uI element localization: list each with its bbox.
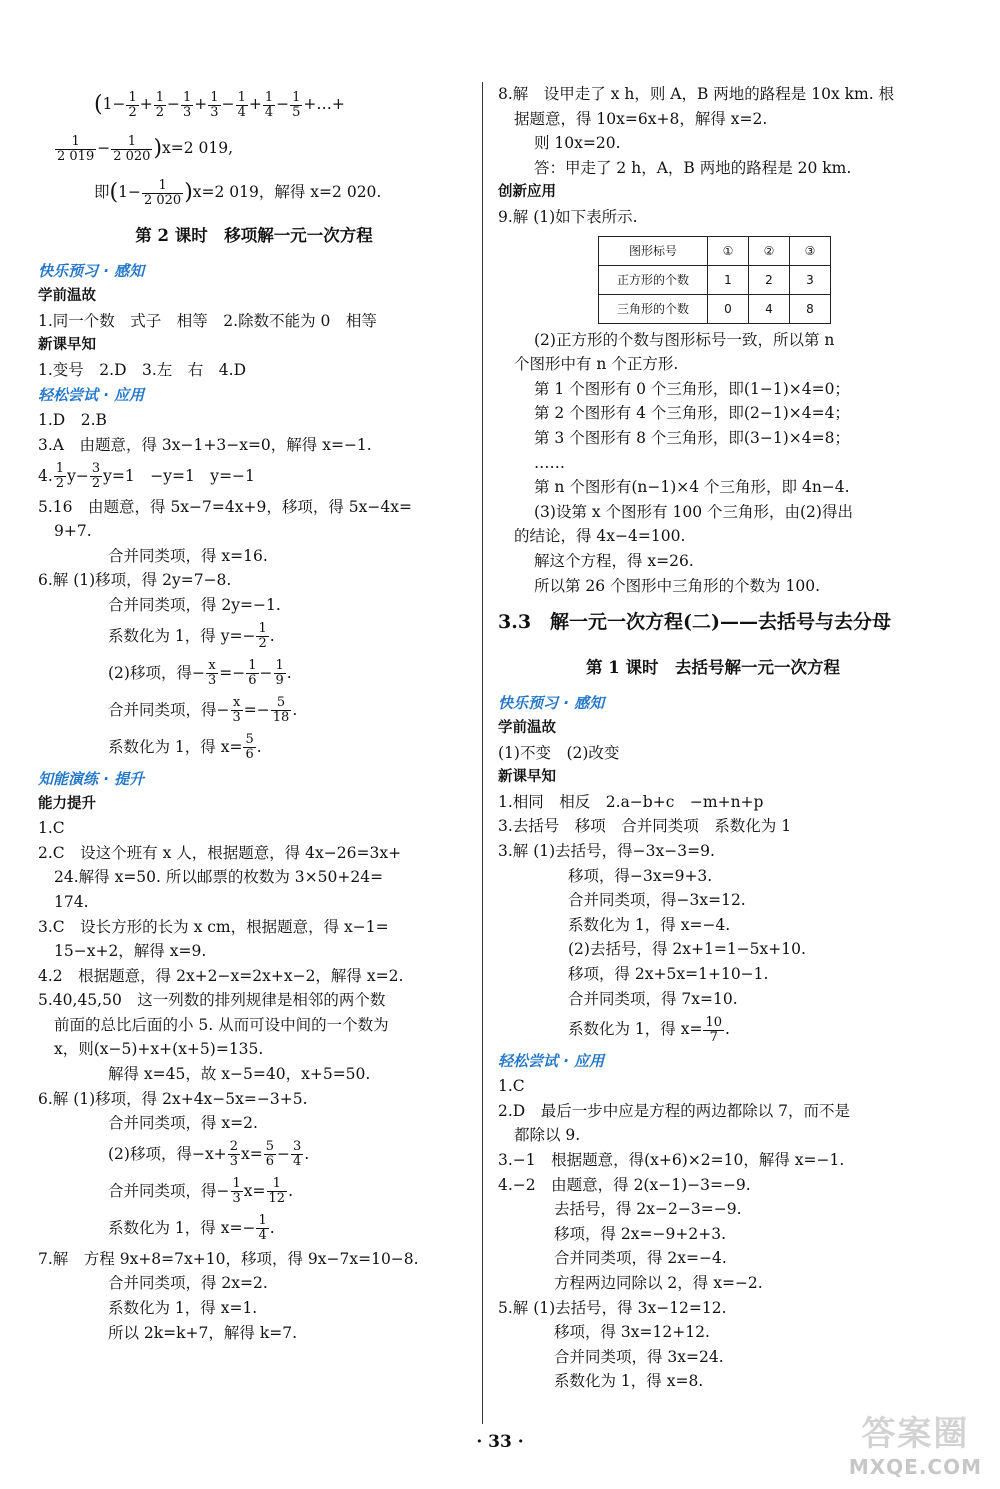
continued-equation-line-3: 即(1− $\frac{1}{2 020}$ )x=2 019，解得 x=2 020. (94, 177, 382, 208)
answer-line: 据题意，得 10x=6x+8，解得 x=2. (514, 109, 768, 128)
answer-line: 合并同类项，得 x=2. (108, 1114, 258, 1133)
answer-line: 3.A 由题意，得 3x−1+3−x=0，解得 x=−1. (38, 435, 372, 454)
table-cell: ③ (790, 236, 831, 265)
table-cell: 正方形的个数 (599, 265, 708, 294)
watermark-logo-text: 答案圈 (861, 1414, 970, 1454)
answer-line: 15−x+2，解得 x=9. (54, 942, 207, 961)
answer-line: 1.同一个数 式子 相等 2.除数不能为 0 相等 (38, 311, 377, 330)
answer-line: 1.D 2.B (38, 411, 107, 430)
answer-line: 5.40,45,50 这一列数的排列规律是相邻的两个数 (38, 991, 386, 1010)
answer-line: (2)正方形的个数与图形标号一致，所以第 n (534, 330, 835, 349)
section-heading: 快乐预习 · 感知 (38, 262, 145, 280)
table-cell: ② (749, 236, 790, 265)
table-cell: 三角形的个数 (599, 294, 708, 323)
answer-line: 1.变号 2.D 3.左 右 4.D (38, 360, 247, 379)
answer-line: 24.解得 x=50. 所以邮票的枚数为 3×50+24= (54, 868, 384, 887)
answer-line: 3.去括号 移项 合并同类项 系数化为 1 (498, 817, 792, 836)
answer-line: 合并同类项，得 2x=2. (108, 1274, 268, 1293)
subsection-heading: 能力提升 (38, 795, 96, 812)
subsection-heading: 新课早知 (498, 769, 556, 786)
section-heading: 快乐预习 · 感知 (498, 694, 605, 713)
answer-line: 第 2 个图形有 4 个三角形，即(2−1)×4=4； (534, 404, 850, 423)
table-row (599, 294, 831, 323)
column-divider (482, 82, 483, 1424)
answer-line: 9+7. (54, 522, 92, 541)
subsection-heading: 创新应用 (498, 184, 556, 201)
answer-line: 1.相同 相反 2.a−b+c −m+n+p (498, 792, 764, 811)
right-column (498, 82, 928, 1394)
answer-line: 系数化为 1，得 x= $\frac{10}{7}$ . (568, 1014, 730, 1045)
answer-line: 3.C 设长方形的长为 x cm，根据题意，得 x−1= (38, 917, 389, 936)
answer-line: 1.C (498, 1077, 525, 1096)
lesson-title: 第 2 课时 移项解一元一次方程 (135, 226, 373, 245)
answer-line: 移项，得 3x=12+12. (554, 1323, 710, 1342)
answer-line: 第 1 个图形有 0 个三角形，即(1−1)×4=0； (534, 379, 850, 398)
answer-line: 9.解 (1)如下表所示. (498, 207, 638, 226)
section-heading: 轻松尝试 · 应用 (38, 386, 145, 405)
answer-line: 6.解 (1)移项，得 2y=7−8. (38, 571, 232, 590)
subsection-heading: 学前温故 (498, 720, 556, 737)
continued-equation-line-2: $\frac{1}{2 019}$ − $\frac{1}{2 020}$ )x=2 019, (57, 133, 234, 164)
watermark-logo (849, 1406, 982, 1479)
answer-line: (1)不变 (2)改变 (498, 743, 620, 762)
answer-line: 系数化为 1，得 x= $\frac{5}{6}$ . (108, 732, 262, 763)
answer-line: 解这个方程，得 x=26. (534, 551, 694, 570)
answer-line: (3)设第 x 个图形有 100 个三角形，由(2)得出 (534, 502, 853, 521)
table-cell: 图形标号 (599, 236, 708, 265)
answer-line: 答：甲走了 2 h，A，B 两地的路程是 20 km. (534, 158, 852, 177)
answer-line: 所以第 26 个图形中三角形的个数为 100. (534, 576, 821, 595)
answer-line: 5.解 (1)去括号，得 3x−12=12. (498, 1298, 727, 1317)
watermark-url: MXQE.COM (848, 1455, 982, 1479)
answer-line: 第 n 个图形有(n−1)×4 个三角形，即 4n−4. (534, 478, 850, 497)
answer-line: 去括号，得 2x−2−3=−9. (554, 1200, 742, 1219)
section-heading: 知能演练 · 提升 (38, 769, 145, 788)
answer-line: 系数化为 1，得 y=− $\frac{1}{2}$ . (108, 621, 275, 652)
answer-line: 合并同类项，得 3x=24. (554, 1347, 724, 1366)
answer-line: 合并同类项，得 7x=10. (568, 989, 738, 1008)
table-cell: 2 (749, 265, 790, 294)
table-cell: ① (708, 236, 749, 265)
answer-line: 4.2 根据题意，得 2x+2−x=2x+x−2，解得 x=2. (38, 966, 404, 985)
answer-line: 3.解 (1)去括号，得−3x−3=9. (498, 842, 715, 861)
table-cell: 3 (790, 265, 831, 294)
answer-line: 系数化为 1，得 x=− $\frac{1}{4}$ . (108, 1213, 275, 1244)
answer-line: 2.D 最后一步中应是方程的两边都除以 7，而不是 (498, 1101, 851, 1120)
answer-line: 4. $\frac{1}{2}$ y− $\frac{3}{2}$ y=1 −y=1 y=−1 (38, 461, 255, 492)
answer-line: 所以 2k=k+7，解得 k=7. (108, 1323, 298, 1342)
answer-line: 系数化为 1，得 x=1. (108, 1299, 258, 1318)
answer-line: 都除以 9. (514, 1126, 581, 1145)
answer-line: 系数化为 1，得 x=8. (554, 1372, 704, 1391)
table-cell: 0 (708, 294, 749, 323)
subsection-heading: 新课早知 (38, 337, 96, 354)
answer-line: 个图形中有 n 个正方形. (514, 355, 679, 374)
table-row (599, 265, 831, 294)
answer-line: 174. (54, 892, 89, 911)
answer-line: 2.C 设这个班有 x 人，根据题意，得 4x−26=3x+ (38, 843, 402, 862)
answer-line: 8.解 设甲走了 x h，则 A，B 两地的路程是 10x km. 根 (498, 85, 895, 103)
table-header-row (599, 236, 831, 265)
page-number: · 33 · (476, 1432, 524, 1452)
answer-line: (2)移项，得− $\frac{x}{3}$ =− $\frac{1}{6}$ − $\frac{1}{9}$ . (108, 658, 292, 689)
answer-line: (2)去括号，得 2x+1=1−5x+10. (568, 940, 806, 959)
answer-line: 合并同类项，得− $\frac{x}{3}$ =− $\frac{5}{18}$ . (108, 695, 298, 726)
answer-line: 5.16 由题意，得 5x−7=4x+9，移项，得 5x−4x= (38, 497, 412, 516)
table-cell: 4 (749, 294, 790, 323)
table-cell: 1 (708, 265, 749, 294)
continued-equation-line-1: (1− $\frac{1}{2}$ + $\frac{1}{2}$ − $\frac{1}{3}$ + $\frac{1}{3}$ − $\frac{1}{4}$ + $\frac{1}{4}$ − $\frac{1}{5}$ +…+ (94, 89, 345, 120)
answer-line: 则 10x=20. (534, 134, 621, 153)
answer-line: 移项，得 2x=−9+2+3. (554, 1224, 726, 1243)
answer-line: 系数化为 1，得 x=−4. (568, 915, 731, 934)
answer-line: 前面的总比后面的小 5. 从而可设中间的一个数为 (54, 1015, 389, 1034)
answer-line: 1.C (38, 819, 65, 838)
answer-line: 合并同类项，得 x=16. (108, 546, 268, 565)
answer-line: 合并同类项，得− $\frac{1}{3}$ x= $\frac{1}{12}$ . (108, 1176, 293, 1207)
answer-line: 合并同类项，得 2x=−4. (554, 1249, 727, 1268)
chapter-title: 3.3 解一元一次方程(二)——去括号与去分母 (498, 611, 892, 634)
answer-line: 3.−1 根据题意，得(x+6)×2=10，解得 x=−1. (498, 1151, 845, 1169)
answer-line: 方程两边同除以 2，得 x=−2. (554, 1273, 763, 1292)
table-cell: 8 (790, 294, 831, 323)
answer-line: 的结论，得 4x−4=100. (514, 527, 686, 546)
answer-line: 4.−2 由题意，得 2(x−1)−3=−9. (498, 1175, 751, 1194)
answer-line: 移项，得−3x=9+3. (568, 866, 713, 885)
left-column (38, 82, 470, 1345)
answer-line: x，则(x−5)+x+(x+5)=135. (54, 1040, 264, 1059)
answer-line: (2)移项，得−x+ $\frac{2}{3}$ x= $\frac{5}{6}$ − $\frac{3}{4}$ . (108, 1139, 310, 1170)
answer-line: …… (534, 453, 565, 472)
figure-count-table (598, 236, 831, 324)
answer-line: 合并同类项，得 2y=−1. (108, 595, 281, 614)
answer-line: 第 3 个图形有 8 个三角形，即(3−1)×4=8； (534, 428, 850, 447)
answer-line: 移项，得 2x+5x=1+10−1. (568, 965, 769, 984)
subsection-heading: 学前温故 (38, 288, 96, 304)
answer-line: 7.解 方程 9x+8=7x+10，移项，得 9x−7x=10−8. (38, 1249, 419, 1268)
lesson-title: 第 1 课时 去括号解一元一次方程 (586, 658, 840, 678)
answer-line: 解得 x=45，故 x−5=40，x+5=50. (108, 1065, 371, 1084)
section-heading: 轻松尝试 · 应用 (498, 1052, 605, 1071)
answer-line: 合并同类项，得−3x=12. (568, 891, 746, 910)
answer-line: 6.解 (1)移项，得 2x+4x−5x=−3+5. (38, 1089, 308, 1108)
